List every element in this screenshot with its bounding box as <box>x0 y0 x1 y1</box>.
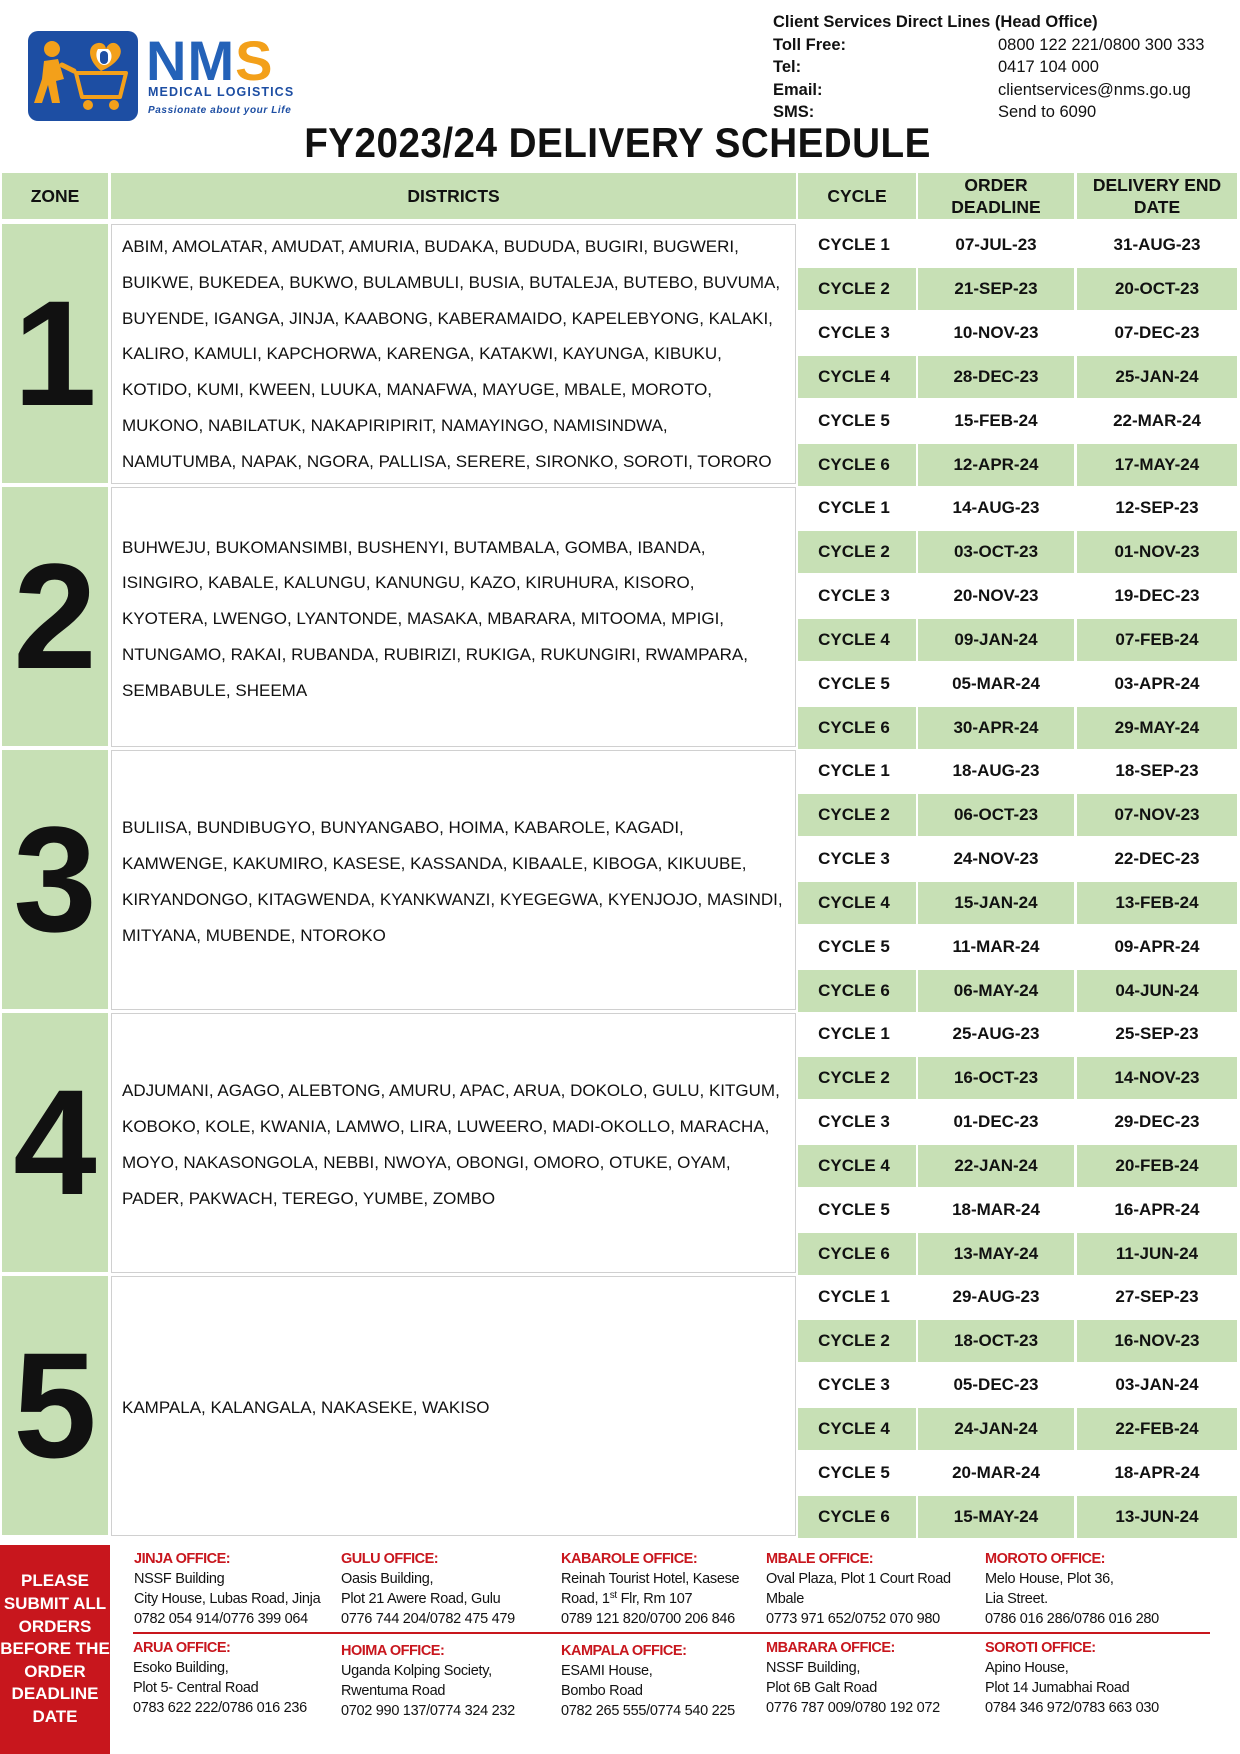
office-address: Oasis Building, <box>341 1571 434 1587</box>
cycle-label: CYCLE 3 <box>798 312 916 354</box>
cycle-label: CYCLE 6 <box>798 707 916 749</box>
delivery-end-date: 19-DEC-23 <box>1077 575 1237 617</box>
order-deadline: 21-SEP-23 <box>918 268 1074 310</box>
cycle-label: CYCLE 4 <box>798 619 916 661</box>
office-address: Apino House, <box>985 1660 1069 1676</box>
office-address: Plot 21 Awere Road, Gulu <box>341 1591 501 1607</box>
order-deadline: 22-JAN-24 <box>918 1145 1074 1187</box>
office-title: MBARARA OFFICE: <box>766 1640 895 1656</box>
cycle-row <box>798 444 1237 486</box>
office-phone: 0784 346 972/0783 663 030 <box>985 1700 1159 1716</box>
cycle-row <box>798 487 1237 529</box>
cycle-row <box>798 531 1237 573</box>
cycle-label: CYCLE 1 <box>798 1013 916 1055</box>
submit-orders-notice <box>0 1545 110 1754</box>
cycle-row <box>798 663 1237 705</box>
order-deadline: 15-JAN-24 <box>918 882 1074 924</box>
zone-number: 3 <box>2 750 108 1009</box>
office-address: Lia Street. <box>985 1591 1048 1607</box>
order-deadline: 05-DEC-23 <box>918 1364 1074 1406</box>
office-title: MOROTO OFFICE: <box>985 1551 1106 1567</box>
delivery-end-date: 29-MAY-24 <box>1077 707 1237 749</box>
office-title: KAMPALA OFFICE: <box>561 1643 687 1659</box>
delivery-end-date: 17-MAY-24 <box>1077 444 1237 486</box>
districts-text: BUHWEJU, BUKOMANSIMBI, BUSHENYI, BUTAMBALA, GOMBA, IBANDA, ISINGIRO, KABALE, KALUNGU, KANUNGU, KAZO, KIRUHURA, KISORO, KYOTERA, LWENGO, LYANTONDE, MASAKA, MBARARA, MITOOMA, MPIGI, NTUNGAMO, RAKAI, RUBANDA, RUBIRIZI, RUKIGA, RUKUNGIRI, RWAMPARA, SEMBABULE, SHEEMA <box>122 537 748 700</box>
office-phone: 0783 622 222/0786 016 236 <box>133 1700 307 1716</box>
office-phone: 0776 744 204/0782 475 479 <box>341 1611 515 1627</box>
office-contact <box>985 1638 1159 1718</box>
office-contact <box>133 1638 307 1718</box>
office-phone: 0782 054 914/0776 399 064 <box>134 1611 308 1627</box>
office-title: JINJA OFFICE: <box>134 1551 231 1567</box>
delivery-person-icon <box>28 31 138 121</box>
contact-value: 0800 122 221/0800 300 333 <box>998 35 1205 54</box>
nms-logo <box>28 31 298 123</box>
delivery-end-date: 12-SEP-23 <box>1077 487 1237 529</box>
notice-line: SUBMIT ALL <box>3 1594 107 1614</box>
header-cycle: CYCLE <box>798 173 916 219</box>
order-deadline: 03-OCT-23 <box>918 531 1074 573</box>
brand-subtitle: MEDICAL LOGISTICS <box>148 85 295 99</box>
office-address: Plot 6B Galt Road <box>766 1680 877 1696</box>
order-deadline: 29-AUG-23 <box>918 1276 1074 1318</box>
order-deadline: 20-MAR-24 <box>918 1452 1074 1494</box>
office-address: Oval Plaza, Plot 1 Court Road <box>766 1571 951 1587</box>
cycle-label: CYCLE 2 <box>798 1320 916 1362</box>
cycle-label: CYCLE 5 <box>798 663 916 705</box>
order-deadline: 28-DEC-23 <box>918 356 1074 398</box>
cycle-label: CYCLE 5 <box>798 926 916 968</box>
header-districts: DISTRICTS <box>111 173 796 219</box>
office-phone: 0789 121 820/0700 206 846 <box>561 1611 735 1627</box>
order-deadline: 15-MAY-24 <box>918 1496 1074 1538</box>
cycle-label: CYCLE 4 <box>798 356 916 398</box>
contact-label: Tel: <box>773 58 802 76</box>
order-deadline: 24-JAN-24 <box>918 1408 1074 1450</box>
cycle-row <box>798 1101 1237 1143</box>
office-contact <box>561 1549 739 1629</box>
office-address: Uganda Kolping Society, <box>341 1663 492 1679</box>
delivery-end-date: 07-FEB-24 <box>1077 619 1237 661</box>
order-deadline: 18-AUG-23 <box>918 750 1074 792</box>
footer-divider <box>133 1632 1210 1634</box>
order-deadline: 01-DEC-23 <box>918 1101 1074 1143</box>
zone-number: 2 <box>2 487 108 746</box>
office-phone: 0773 971 652/0752 070 980 <box>766 1611 940 1627</box>
delivery-end-date: 22-MAR-24 <box>1077 400 1237 442</box>
delivery-end-date: 16-NOV-23 <box>1077 1320 1237 1362</box>
notice-line: DATE <box>32 1706 78 1726</box>
office-address: NSSF Building <box>134 1571 225 1587</box>
order-deadline: 13-MAY-24 <box>918 1233 1074 1275</box>
districts-text: BULIISA, BUNDIBUGYO, BUNYANGABO, HOIMA, KABAROLE, KAGADI, KAMWENGE, KAKUMIRO, KASESE, KASSANDA, KIBAALE, KIBOGA, KIKUUBE, KIRYANDONGO, KITAGWENDA, KYANKWANZI, KYEGEGWA, KYENJOJO, MASINDI, MITYANA, MUBENDE, NTOROKO <box>122 818 783 945</box>
order-deadline: 25-AUG-23 <box>918 1013 1074 1055</box>
order-deadline: 05-MAR-24 <box>918 663 1074 705</box>
cycle-label: CYCLE 1 <box>798 750 916 792</box>
office-address: Rwentuma Road <box>341 1683 446 1699</box>
districts-text: ABIM, AMOLATAR, AMUDAT, AMURIA, BUDAKA, BUDUDA, BUGIRI, BUGWERI, BUIKWE, BUKEDEA, BUKWO, BULAMBULI, BUSIA, BUTALEJA, BUTEBO, BUVUMA, BUYENDE, IGANGA, JINJA, KAABONG, KABERAMAIDO, KAPELEBYONG, KALAKI, KALIRO, KAMULI, KAPCHORWA, KARENGA, KATAKWI, KAYUNGA, KIBUKU, KOTIDO, KUMI, KWEEN, LUUKA, MANAFWA, MAYUGE, MBALE, MOROTO, MUKONO, NABILATUK, NAKAPIRIPIRIT, NAMAYINGO, NAMISINDWA, NAMUTUMBA, NAPAK, NGORA, PALLISA, SERERE, SIRONKO, SOROTI, TORORO <box>122 237 781 471</box>
order-deadline: 14-AUG-23 <box>918 487 1074 529</box>
cycle-row <box>798 1276 1237 1318</box>
cycle-label: CYCLE 5 <box>798 1452 916 1494</box>
brand-tagline: Passionate about your Life <box>148 105 292 116</box>
zone-number: 4 <box>2 1013 108 1272</box>
header-zone: ZONE <box>2 173 108 219</box>
contact-row <box>773 79 1204 102</box>
cycle-row <box>798 882 1237 924</box>
order-deadline: 09-JAN-24 <box>918 619 1074 661</box>
office-address: Esoko Building, <box>133 1660 229 1676</box>
contact-label: Email: <box>773 80 823 99</box>
order-deadline: 16-OCT-23 <box>918 1057 1074 1099</box>
order-deadline: 06-OCT-23 <box>918 794 1074 836</box>
notice-line: ORDER <box>24 1661 86 1681</box>
cycle-row <box>798 400 1237 442</box>
cycle-row <box>798 1189 1237 1231</box>
office-address: Plot 14 Jumabhai Road <box>985 1680 1130 1696</box>
contact-label: Toll Free: <box>773 35 847 54</box>
cycle-row <box>798 750 1237 792</box>
cycle-label: CYCLE 3 <box>798 1364 916 1406</box>
order-deadline: 15-FEB-24 <box>918 400 1074 442</box>
delivery-end-date: 04-JUN-24 <box>1077 970 1237 1012</box>
office-title: HOIMA OFFICE: <box>341 1643 445 1659</box>
office-address: Mbale <box>766 1591 804 1607</box>
order-deadline: 20-NOV-23 <box>918 575 1074 617</box>
contact-value: 0417 104 000 <box>998 58 1099 76</box>
delivery-end-date: 16-APR-24 <box>1077 1189 1237 1231</box>
office-contact <box>134 1549 320 1629</box>
delivery-end-date: 29-DEC-23 <box>1077 1101 1237 1143</box>
delivery-end-date: 22-FEB-24 <box>1077 1408 1237 1450</box>
cycle-row <box>798 1452 1237 1494</box>
cycle-label: CYCLE 6 <box>798 1233 916 1275</box>
cycle-row <box>798 312 1237 354</box>
zone-districts <box>111 487 796 747</box>
cycle-row <box>798 970 1237 1012</box>
zone-districts <box>111 1276 796 1536</box>
cycle-row <box>798 794 1237 836</box>
office-address: Reinah Tourist Hotel, Kasese <box>561 1571 740 1587</box>
cycle-label: CYCLE 4 <box>798 1145 916 1187</box>
office-address: NSSF Building, <box>766 1660 861 1676</box>
cycle-label: CYCLE 2 <box>798 268 916 310</box>
cycle-row <box>798 1408 1237 1450</box>
office-contact <box>341 1549 515 1629</box>
delivery-end-date: 27-SEP-23 <box>1077 1276 1237 1318</box>
header-delivery-end-date: DELIVERY END DATE <box>1077 173 1237 219</box>
office-title: SOROTI OFFICE: <box>985 1640 1096 1656</box>
page-title: FY2023/24 DELIVERY SCHEDULE <box>304 119 932 166</box>
header-order-deadline: ORDER DEADLINE <box>918 173 1074 219</box>
delivery-end-date: 25-SEP-23 <box>1077 1013 1237 1055</box>
contact-row <box>773 34 1204 57</box>
cycle-label: CYCLE 5 <box>798 400 916 442</box>
zone-districts <box>111 750 796 1010</box>
office-phone: 0782 265 555/0774 540 225 <box>561 1703 735 1719</box>
districts-text: ADJUMANI, AGAGO, ALEBTONG, AMURU, APAC, ARUA, DOKOLO, GULU, KITGUM, KOBOKO, KOLE, KWANIA, LAMWO, LIRA, LUWEERO, MADI-OKOLLO, MARACHA, MOYO, NAKASONGOLA, NEBBI, NWOYA, OBONGI, OMORO, OTUKE, OYAM, PADER, PAKWACH, TEREGO, YUMBE, ZOMBO <box>122 1081 780 1208</box>
cycle-row <box>798 926 1237 968</box>
office-address: City House, Lubas Road, Jinja <box>134 1591 321 1607</box>
order-deadline: 18-OCT-23 <box>918 1320 1074 1362</box>
office-contact <box>341 1641 515 1721</box>
office-phone: 0786 016 286/0786 016 280 <box>985 1611 1159 1627</box>
contact-block <box>773 11 1204 124</box>
delivery-end-date: 11-JUN-24 <box>1077 1233 1237 1275</box>
office-contact <box>561 1641 735 1721</box>
office-address: ESAMI House, <box>561 1663 653 1679</box>
office-address: Plot 5- Central Road <box>133 1680 259 1696</box>
contact-label: SMS: <box>773 103 815 121</box>
cycle-label: CYCLE 2 <box>798 1057 916 1099</box>
zone-districts <box>111 224 796 484</box>
cycle-label: CYCLE 2 <box>798 531 916 573</box>
order-deadline: 24-NOV-23 <box>918 838 1074 880</box>
delivery-end-date: 22-DEC-23 <box>1077 838 1237 880</box>
notice-line: PLEASE <box>20 1571 90 1591</box>
order-deadline: 12-APR-24 <box>918 444 1074 486</box>
office-phone: 0776 787 009/0780 192 072 <box>766 1700 940 1716</box>
notice-line: ORDERS <box>18 1616 92 1636</box>
contact-value[interactable]: clientservices@nms.go.ug <box>998 80 1191 99</box>
office-title: KABAROLE OFFICE: <box>561 1551 698 1567</box>
cycle-label: CYCLE 1 <box>798 487 916 529</box>
office-address: Melo House, Plot 36, <box>985 1571 1114 1587</box>
delivery-end-date: 07-DEC-23 <box>1077 312 1237 354</box>
cycle-label: CYCLE 3 <box>798 575 916 617</box>
cycle-label: CYCLE 1 <box>798 224 916 266</box>
delivery-end-date: 25-JAN-24 <box>1077 356 1237 398</box>
order-deadline: 18-MAR-24 <box>918 1189 1074 1231</box>
delivery-end-date: 07-NOV-23 <box>1077 794 1237 836</box>
contact-value: Send to 6090 <box>998 103 1097 121</box>
cycle-label: CYCLE 4 <box>798 882 916 924</box>
cycle-row <box>798 838 1237 880</box>
delivery-end-date: 09-APR-24 <box>1077 926 1237 968</box>
cycle-label: CYCLE 6 <box>798 1496 916 1538</box>
order-deadline: 30-APR-24 <box>918 707 1074 749</box>
cycle-label: CYCLE 1 <box>798 1276 916 1318</box>
cycle-row <box>798 707 1237 749</box>
cycle-row <box>798 1057 1237 1099</box>
brand-name: NMS <box>146 29 274 92</box>
order-deadline: 07-JUL-23 <box>918 224 1074 266</box>
delivery-end-date: 18-SEP-23 <box>1077 750 1237 792</box>
office-title: ARUA OFFICE: <box>133 1640 231 1656</box>
notice-line: BEFORE THE <box>0 1639 110 1659</box>
delivery-end-date: 01-NOV-23 <box>1077 531 1237 573</box>
delivery-end-date: 20-FEB-24 <box>1077 1145 1237 1187</box>
cycle-row <box>798 1013 1237 1055</box>
contact-row <box>773 56 1204 79</box>
contact-title: Client Services Direct Lines (Head Office) <box>773 13 1098 31</box>
cycle-row <box>798 619 1237 661</box>
zone-districts <box>111 1013 796 1273</box>
delivery-end-date: 03-JAN-24 <box>1077 1364 1237 1406</box>
cycle-label: CYCLE 6 <box>798 444 916 486</box>
cycle-label: CYCLE 5 <box>798 1189 916 1231</box>
districts-text: KAMPALA, KALANGALA, NAKASEKE, WAKISO <box>122 1398 490 1418</box>
zone-number: 1 <box>2 224 108 483</box>
cycle-label: CYCLE 3 <box>798 838 916 880</box>
office-contact <box>766 1638 940 1718</box>
cycle-row <box>798 1364 1237 1406</box>
office-address: Bombo Road <box>561 1683 643 1699</box>
cycle-row <box>798 1496 1237 1538</box>
cycle-row <box>798 1145 1237 1187</box>
cycle-label: CYCLE 4 <box>798 1408 916 1450</box>
delivery-end-date: 31-AUG-23 <box>1077 224 1237 266</box>
delivery-end-date: 14-NOV-23 <box>1077 1057 1237 1099</box>
office-address: Road, 1st Flr, Rm 107 <box>561 1590 693 1607</box>
cycle-label: CYCLE 6 <box>798 970 916 1012</box>
cycle-label: CYCLE 3 <box>798 1101 916 1143</box>
office-contact <box>985 1549 1159 1629</box>
cycle-row <box>798 1320 1237 1362</box>
cycle-row <box>798 356 1237 398</box>
delivery-end-date: 20-OCT-23 <box>1077 268 1237 310</box>
order-deadline: 10-NOV-23 <box>918 312 1074 354</box>
delivery-end-date: 13-JUN-24 <box>1077 1496 1237 1538</box>
office-phone: 0702 990 137/0774 324 232 <box>341 1703 515 1719</box>
cycle-row <box>798 575 1237 617</box>
cycle-row <box>798 1233 1237 1275</box>
cycle-row <box>798 224 1237 266</box>
order-deadline: 06-MAY-24 <box>918 970 1074 1012</box>
zone-number: 5 <box>2 1276 108 1535</box>
delivery-end-date: 18-APR-24 <box>1077 1452 1237 1494</box>
cycle-row <box>798 268 1237 310</box>
delivery-end-date: 03-APR-24 <box>1077 663 1237 705</box>
delivery-end-date: 13-FEB-24 <box>1077 882 1237 924</box>
cycle-label: CYCLE 2 <box>798 794 916 836</box>
notice-line: DEADLINE <box>11 1684 99 1704</box>
order-deadline: 11-MAR-24 <box>918 926 1074 968</box>
office-title: MBALE OFFICE: <box>766 1551 874 1567</box>
office-contact <box>766 1549 951 1629</box>
office-title: GULU OFFICE: <box>341 1551 439 1567</box>
